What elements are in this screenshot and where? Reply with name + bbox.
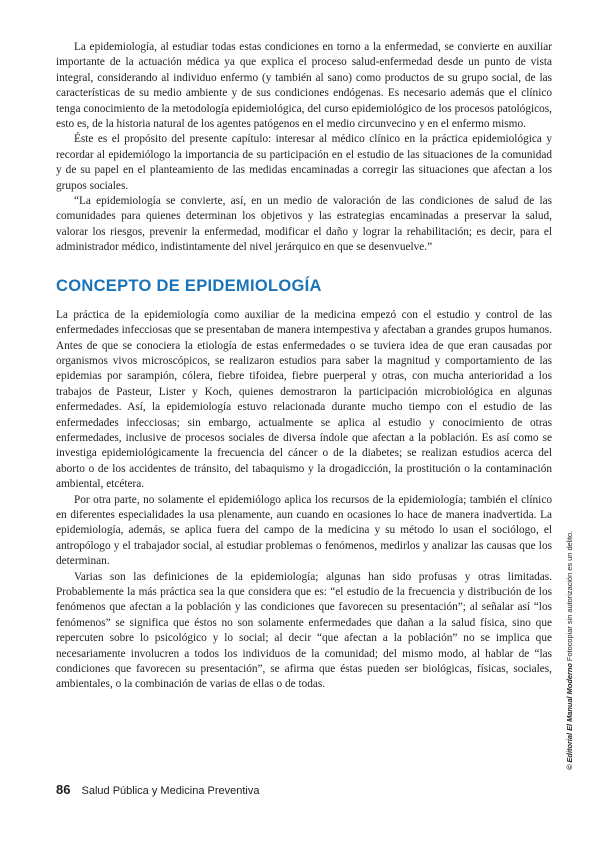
copyright-sidenote xyxy=(565,531,574,770)
section-heading: CONCEPTO DE EPIDEMIOLOGÍA xyxy=(56,276,322,295)
section-paragraph-1: La práctica de la epidemiología como auxiliar de la medicina empezó con el estudio y control de las enfermedades infecciosas que se presentaban de manera intempestiva y afectaban a grandes grupos humanos. Antes de que se conociera la etiología de estas enfermedades o se tuviera idea de que eran causadas por organismos vivos microscópicos, se realizaron estudios para saber la magnitud y comportamiento de las epidemias por sarampión, cólera, fiebre tifoidea, fiebre puerperal y otras, con mucha anterioridad a los trabajos de Pasteur, Lister y Koch, quienes demostraron la participación microbiológica en algunas enfermedades. Así, la epidemiología estuvo relacionada durante mucho tiempo con el estudio de las enfermedades infecciosas; sin embargo, actualmente se aplica al estudio y conocimiento de otras enfermedades, inclusive de procesos sociales de diversa índole que afectan a la población. Es así como se investiga epidemiológicamente la frecuencia del cáncer o de la diabetes; se realizan estudios acerca del aborto o de los accidentes de tránsito, del tabaquismo y la drogadicción, la prostitución o la contaminación ambiental, etcétera. xyxy=(56,308,552,491)
section-paragraph-2: Por otra parte, no solamente el epidemiólogo aplica los recursos de la epidemiología; también el clínico en diferentes especialidades la usa plenamente, aun cuando en ocasiones lo hace de manera inadvertida. La epidemiología, además, se aplica fuera del campo de la medicina y su método lo usan el sociólogo, el antropólogo y el trabajador social, al estudiar problemas o fenómenos, medirlos y analizar las causas que los determinan. xyxy=(56,493,552,568)
copyright-notice: Fotocopiar sin autorización es un delito. xyxy=(565,530,574,662)
intro-paragraph-1: La epidemiología, al estudiar todas estas condiciones en torno a la enfermedad, se convierte en auxiliar importante de la actuación médica ya que explica el proceso salud-enfermedad desde un punto de vista integral, considerando al individuo enfermo (y también al sano) como productos de su grupo social, de las características de su medio ambiente y de sus condiciones endógenas. Es necesario además que el clínico tenga conocimiento de la metodología epidemiológica, del curso epidemiológico de los procesos patológicos, esto es, de la historia natural de los agentes patógenos en el medio circunvecino y en el enfermo mismo. xyxy=(56,41,552,131)
page-body xyxy=(56,40,552,693)
intro-paragraph-3: “La epidemiología se convierte, así, en un medio de valoración de las condiciones de salud de las comunidades para quienes determinan los objetivos y las estrategias encaminadas a preservar la salud, valorar los riesgos, prevenir la enfermedad, modificar el daño y lograr la rehabilitación; es decir, para el administrador médico, indistintamente del nivel jerárquico en que se desenvuelve.” xyxy=(56,195,552,254)
section-paragraph-3: Varias son las definiciones de la epidemiología; algunas han sido profusas y otras limitadas. Probablemente la más práctica sea la que considera que es: “el estudio de la frecuencia y distribución de los fenómenos que afectan a la población y las condiciones que favorecen su presentación”; al señalar así “los fenómenos” se significa que éstos no son solamente enfermedades que dañan a la salud física, sino que repercuten sobre lo psicológico y lo social; al decir “que afectan a la población” no se implica que necesariamente involucren a todos los individuos de la comunidad; del mismo modo, al hablar de “las condiciones que favorecen su presentación”, se afirma que éstas pueden ser biológicas, físicas, sociales, ambientales, o la combinación de varias de ellas o de todas. xyxy=(56,570,552,691)
intro-paragraph-2: Éste es el propósito del presente capítulo: interesar al médico clínico en la práctica epidemiológica y recordar al epidemiólogo la importancia de su participación en el estudio de las situaciones de la comunidad y de su papel en el planteamiento de las medidas encaminadas a corregir las situaciones que afectan a los grupos sociales. xyxy=(56,133,552,192)
page-footer xyxy=(56,782,259,797)
book-title: Salud Pública y Medicina Preventiva xyxy=(81,785,260,797)
publisher-credit: © Editorial El Manual Moderno xyxy=(565,663,574,770)
page-number: 86 xyxy=(56,782,71,797)
